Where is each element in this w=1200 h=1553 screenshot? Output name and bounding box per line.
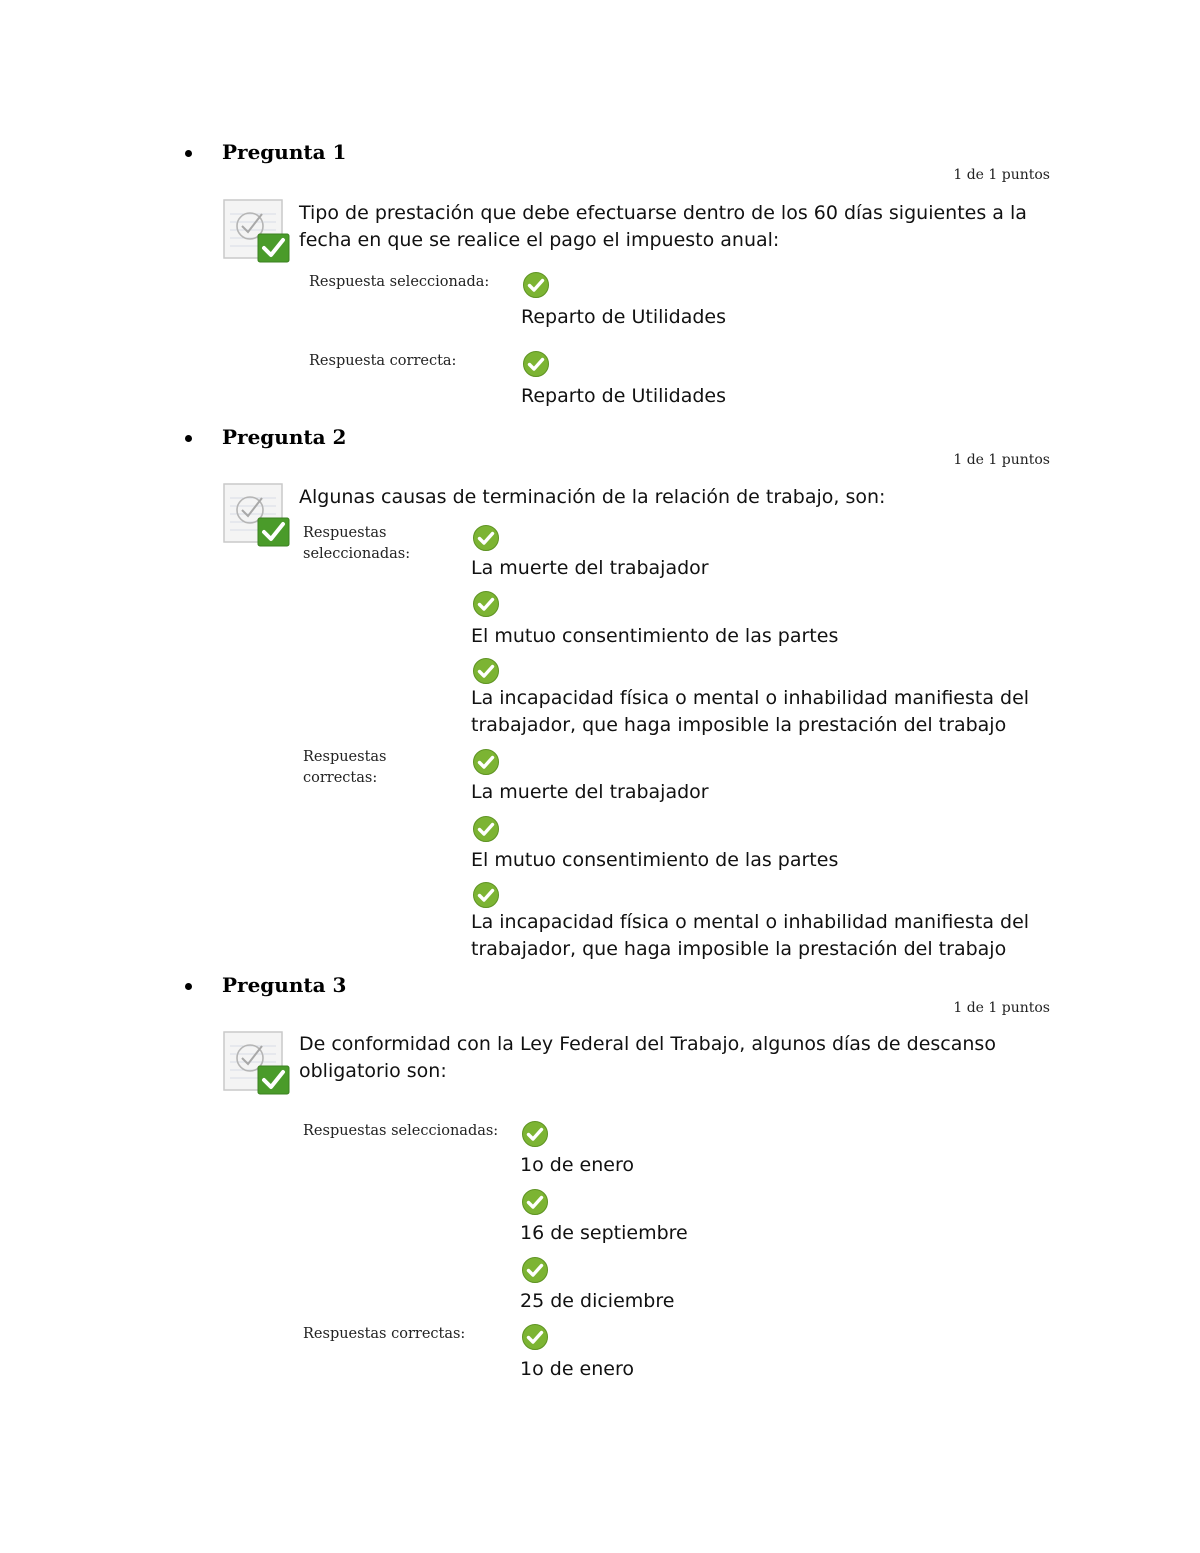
selected-answer: 25 de diciembre <box>520 1290 675 1312</box>
check-circle-icon <box>472 815 500 843</box>
question-title: Pregunta 2 <box>222 425 347 449</box>
check-circle-icon <box>521 1323 549 1351</box>
check-circle-icon <box>521 1188 549 1216</box>
check-circle-icon <box>522 350 550 378</box>
question-text: De conformidad con la Ley Federal del Trabajo, algunos días de descanso obligatorio son: <box>299 1033 996 1082</box>
correct-answers-label: Respuestas correctas: <box>303 749 387 786</box>
check-circle-icon <box>472 524 500 552</box>
check-circle-icon <box>521 1256 549 1284</box>
check-circle-icon <box>472 590 500 618</box>
correct-answers-label: Respuestas correctas: <box>303 1326 466 1342</box>
question-title: Pregunta 1 <box>222 140 347 164</box>
question-text: Algunas causas de terminación de la relación de trabajo, son: <box>299 486 886 508</box>
bullet <box>185 435 192 442</box>
correct-answer-label: Respuesta correcta: <box>309 353 457 369</box>
bullet <box>185 983 192 990</box>
question-score: 1 de 1 puntos <box>953 1000 1050 1016</box>
question-title: Pregunta 3 <box>222 973 347 997</box>
correct-answer: 1o de enero <box>520 1358 634 1380</box>
question-score: 1 de 1 puntos <box>953 452 1050 468</box>
selected-answer: 16 de septiembre <box>520 1222 688 1244</box>
question-score: 1 de 1 puntos <box>953 167 1050 183</box>
check-circle-icon <box>472 881 500 909</box>
selected-answer: La incapacidad física o mental o inhabilidad manifiesta del trabajador, que haga imposible la prestación del trabajo <box>471 687 1030 736</box>
check-circle-icon <box>472 657 500 685</box>
selected-answers-label: Respuestas seleccionadas: <box>303 525 411 562</box>
correct-answer: La muerte del trabajador <box>471 781 709 803</box>
selected-answers-label: Respuestas seleccionadas: <box>303 1123 499 1139</box>
correct-answer: Reparto de Utilidades <box>521 385 727 407</box>
selected-answer-label: Respuesta seleccionada: <box>309 274 490 290</box>
graded-correct-icon <box>222 198 292 264</box>
correct-answer: La incapacidad física o mental o inhabilidad manifiesta del trabajador, que haga imposible la prestación del trabajo <box>471 911 1030 960</box>
graded-correct-icon <box>222 1030 292 1096</box>
selected-answer: El mutuo consentimiento de las partes <box>471 625 839 647</box>
check-circle-icon <box>522 271 550 299</box>
selected-answer: Reparto de Utilidades <box>521 306 727 328</box>
bullet <box>185 150 192 157</box>
selected-answer: La muerte del trabajador <box>471 557 709 579</box>
selected-answer: 1o de enero <box>520 1154 634 1176</box>
graded-correct-icon <box>222 482 292 548</box>
check-circle-icon <box>472 748 500 776</box>
check-circle-icon <box>521 1120 549 1148</box>
question-text: Tipo de prestación que debe efectuarse dentro de los 60 días siguientes a la fecha en que se realice el pago el impuesto anual: <box>299 202 1027 251</box>
correct-answer: El mutuo consentimiento de las partes <box>471 849 839 871</box>
